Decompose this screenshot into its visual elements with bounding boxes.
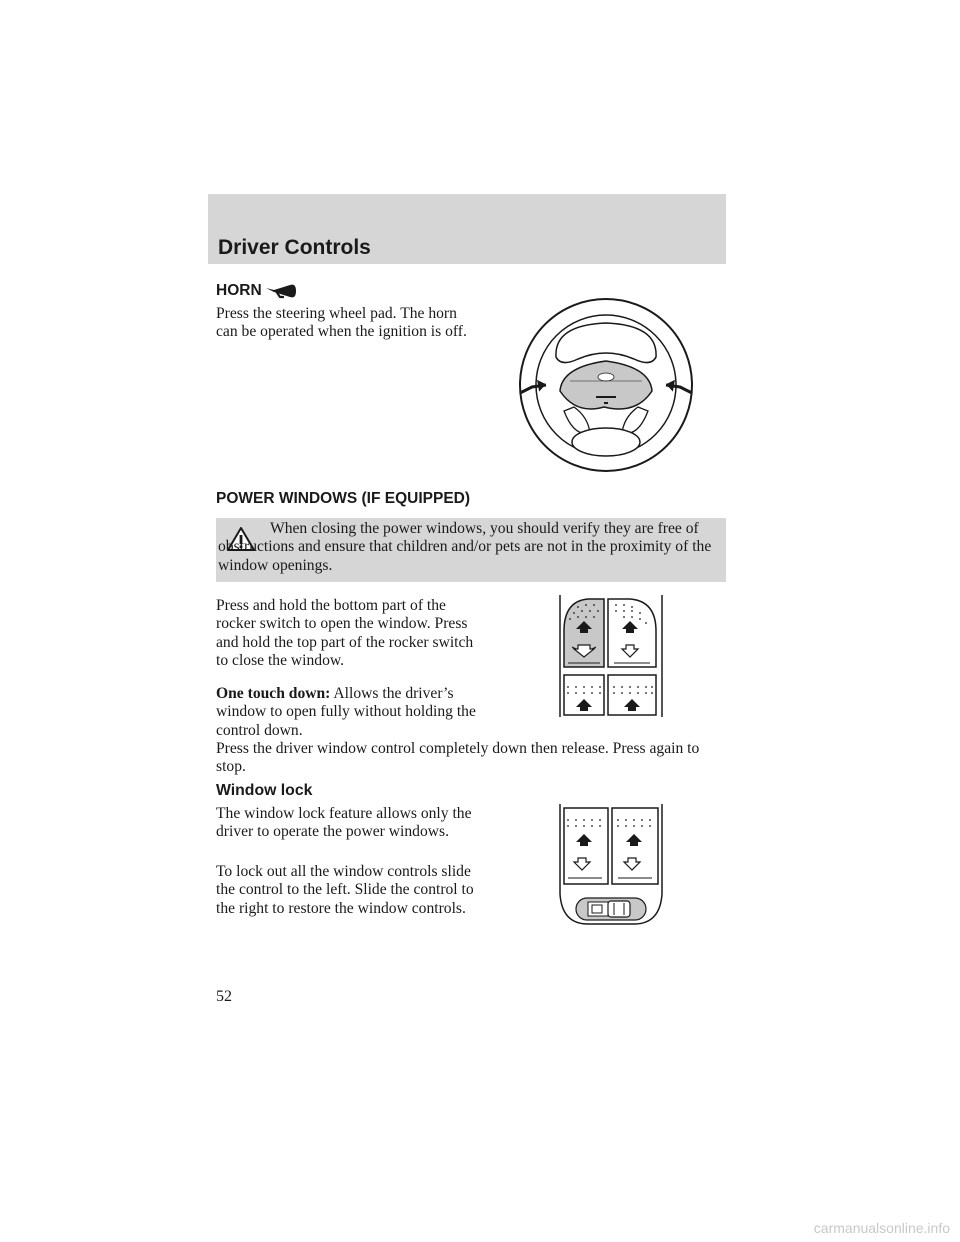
warning-text: When closing the power windows, you should verify they are free of obstructions and ensure that children and/or pets are not in the proximity of the window openings.	[218, 520, 712, 574]
window-lock-figure	[558, 804, 664, 928]
one-touch-label: One touch down:	[216, 685, 331, 702]
horn-body: Press the steering wheel pad. The horn can be operated when the ignition is off.	[216, 305, 467, 341]
horn-heading	[216, 282, 262, 300]
steering-wheel-figure	[516, 295, 696, 475]
one-touch-paragraph	[216, 685, 481, 740]
horn-heading-text: HORN	[216, 282, 262, 299]
window-switch-figure	[558, 595, 664, 717]
section-title: Driver Controls	[218, 236, 371, 259]
horn-icon	[264, 282, 300, 300]
page-number: 52	[216, 988, 232, 1005]
power-windows-heading: POWER WINDOWS (IF EQUIPPED)	[216, 490, 471, 507]
power-windows-body: Press and hold the bottom part of the rocker switch to open the window. Press and hold the top part of the rocker switch to close the window.	[216, 597, 474, 669]
window-lock-heading: Window lock	[216, 782, 313, 799]
one-touch-body: Allows the driver’s window to open fully without holding the control down.	[216, 685, 476, 739]
section-header	[208, 194, 726, 264]
footer-watermark[interactable]: carmanualsonline.info	[813, 1220, 950, 1236]
window-lock-body-1: The window lock feature allows only the driver to operate the power windows.	[216, 805, 472, 841]
window-lock-body-2: To lock out all the window controls slide the control to the left. Slide the control to the right to restore the window controls.	[216, 863, 474, 917]
one-touch-body-continued: Press the driver window control completely down then release. Press again to stop.	[216, 740, 700, 776]
warning-box	[216, 518, 726, 582]
